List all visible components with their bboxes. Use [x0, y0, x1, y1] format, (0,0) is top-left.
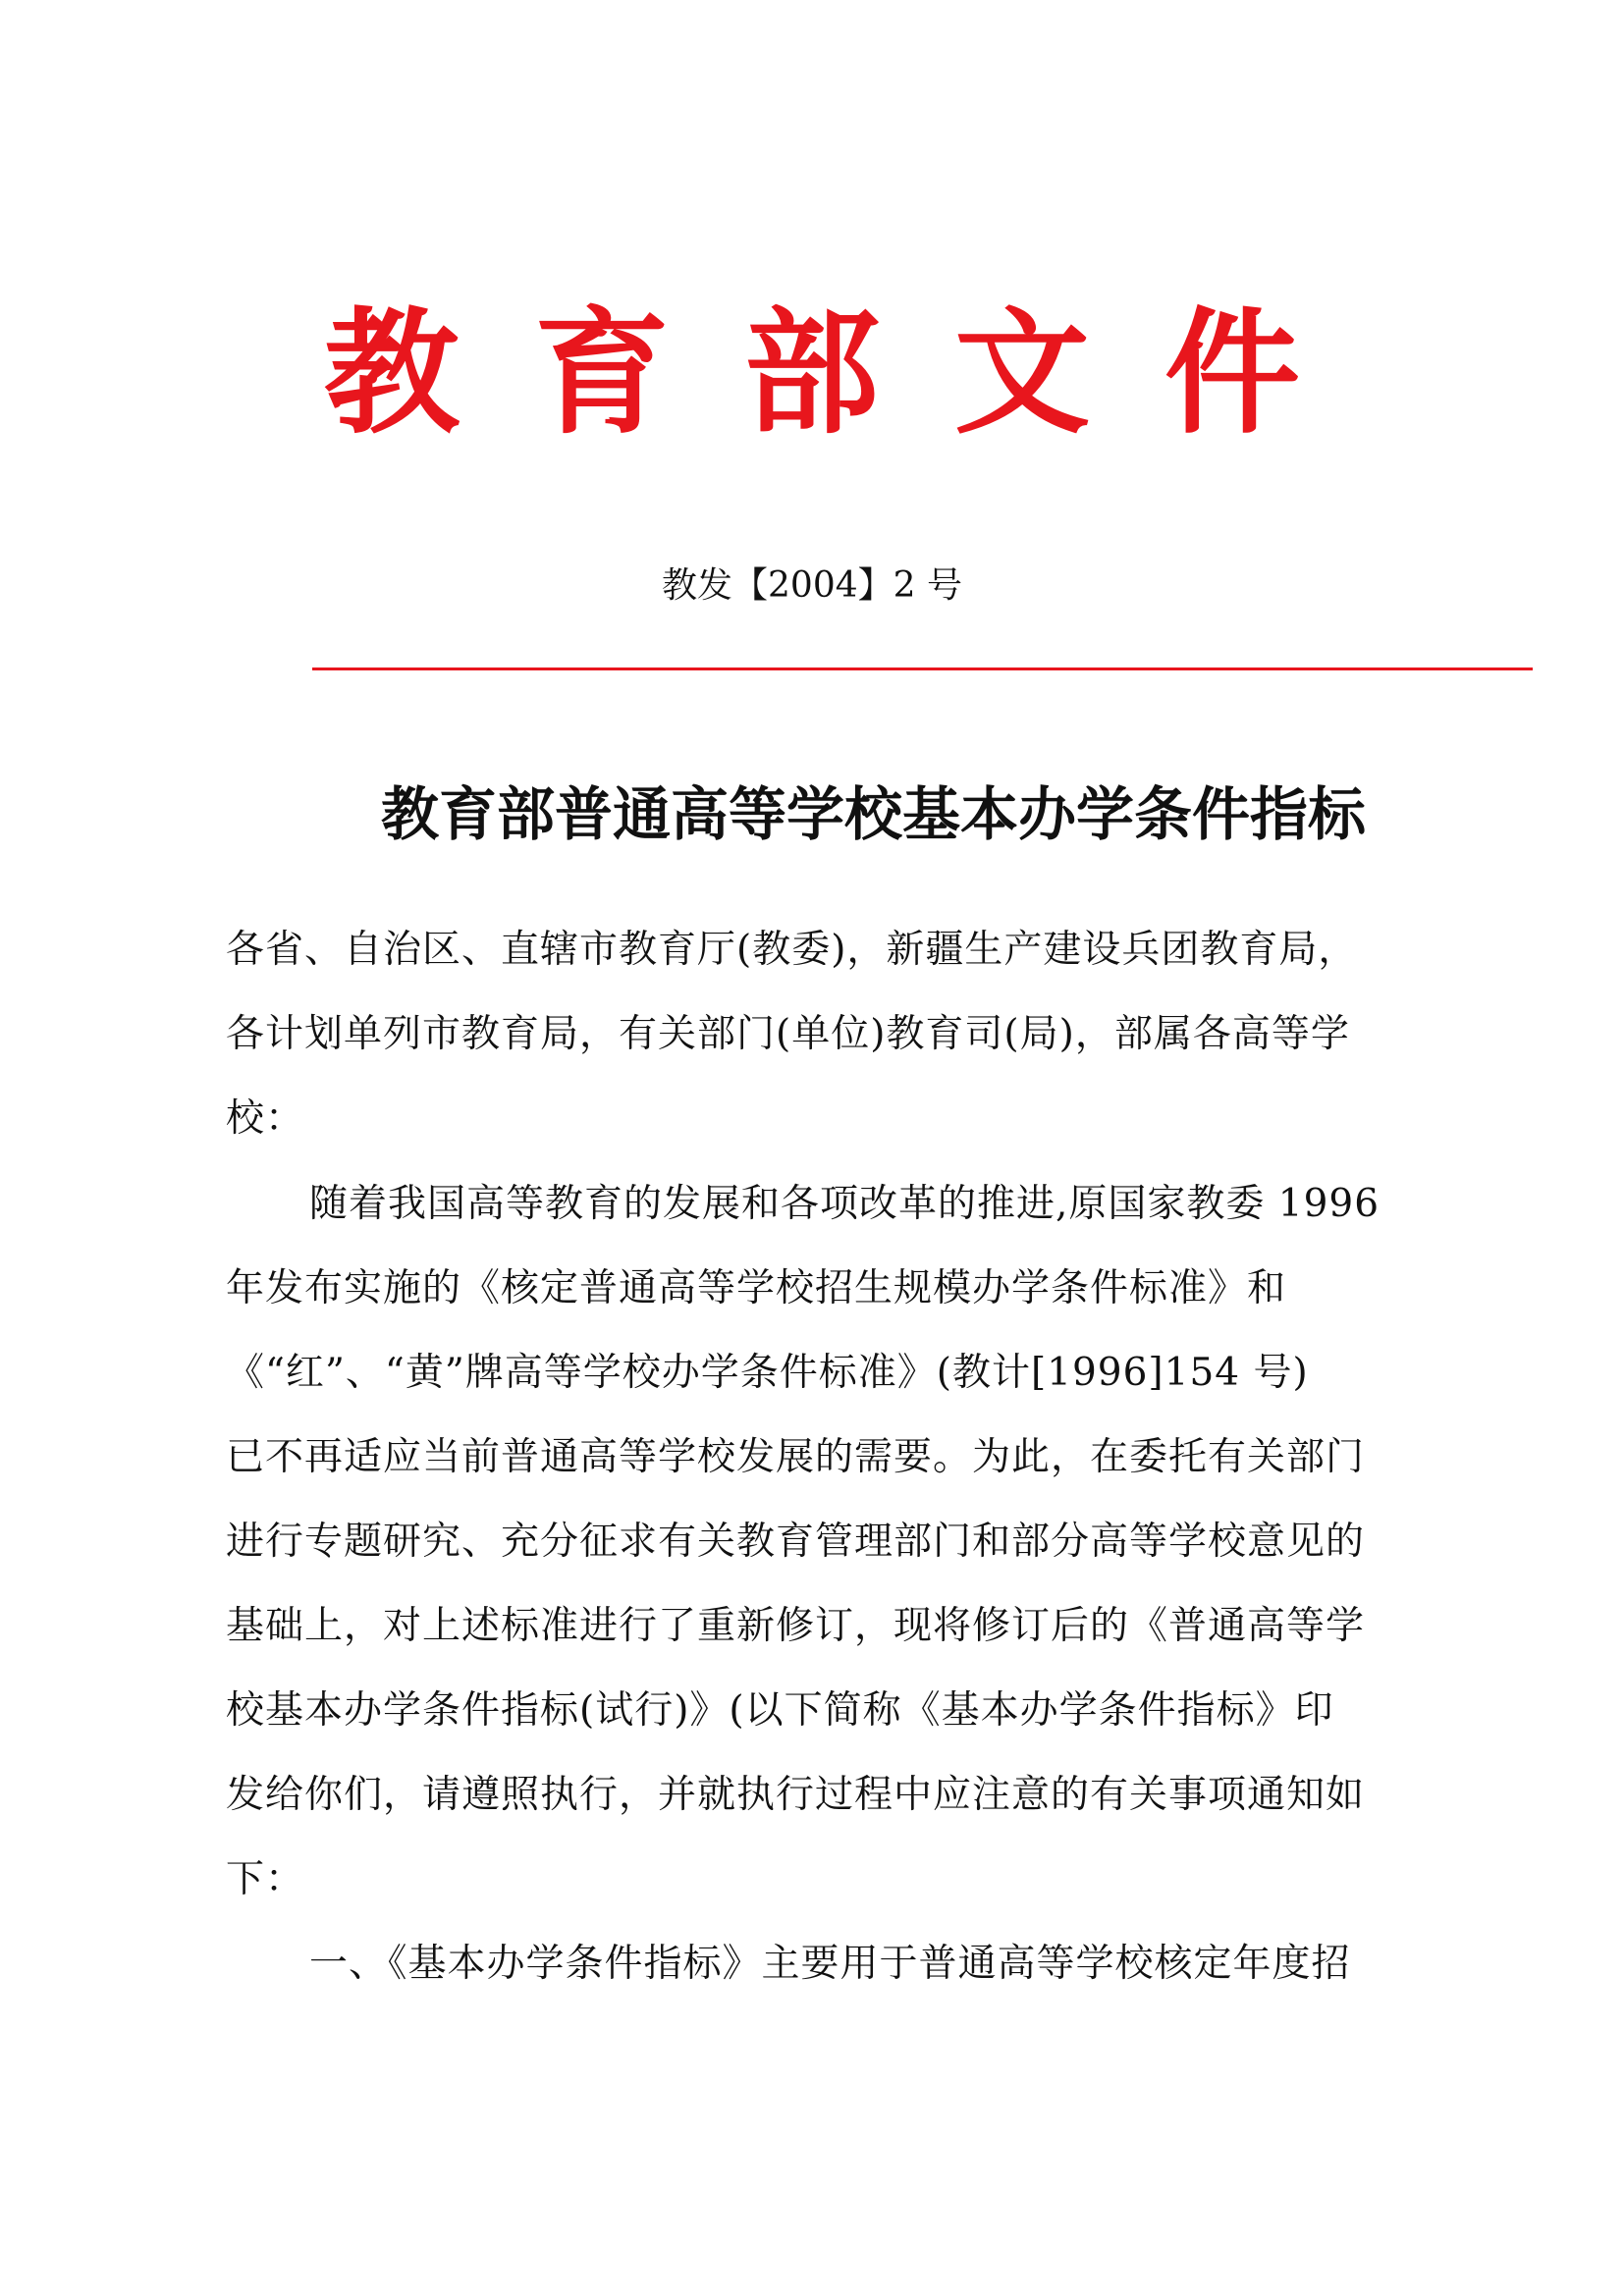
paragraph-line: 随着我国高等教育的发展和各项改革的推进,原国家教委 1996	[309, 1182, 1380, 1226]
recipients-line: 各省、自治区、直辖市教育厅(教委)，新疆生产建设兵团教育局，	[226, 928, 1358, 972]
paragraph-line: 下：	[226, 1857, 305, 1901]
recipients-block	[226, 908, 1424, 1161]
recipients-line: 校：	[226, 1096, 305, 1141]
paragraph-line: 进行专题研究、充分征求有关教育管理部门和部分高等学校意见的	[226, 1520, 1366, 1564]
paragraph-2	[226, 1922, 1424, 2006]
red-divider-line	[312, 667, 1533, 670]
document-header-title: 教育部文件	[323, 293, 1375, 453]
document-title: 教育部普通高等学校基本办学条件指标	[381, 780, 1367, 848]
paragraph-line: 校基本办学条件指标(试行)》(以下简称《基本办学条件指标》印	[226, 1688, 1334, 1733]
paragraph-line: 基础上，对上述标准进行了重新修订，现将修订后的《普通高等学	[226, 1604, 1366, 1648]
paragraph-line: 年发布实施的《核定普通高等学校招生规模办学条件标准》和	[226, 1266, 1287, 1310]
paragraph-line: 发给你们，请遵照执行，并就执行过程中应注意的有关事项通知如	[226, 1773, 1366, 1817]
paragraph-line: 《“红”、“黄”牌高等学校办学条件标准》(教计[1996]154 号)	[226, 1351, 1309, 1395]
document-number: 教发【2004】2 号	[662, 565, 962, 606]
paragraph-line: 一、《基本办学条件指标》主要用于普通高等学校核定年度招	[309, 1942, 1351, 1986]
paragraph-line: 已不再适应当前普通高等学校发展的需要。为此，在委托有关部门	[226, 1435, 1366, 1479]
paragraph-1	[226, 1162, 1424, 1922]
recipients-line: 各计划单列市教育局，有关部门(单位)教育司(局)，部属各高等学	[226, 1012, 1350, 1056]
